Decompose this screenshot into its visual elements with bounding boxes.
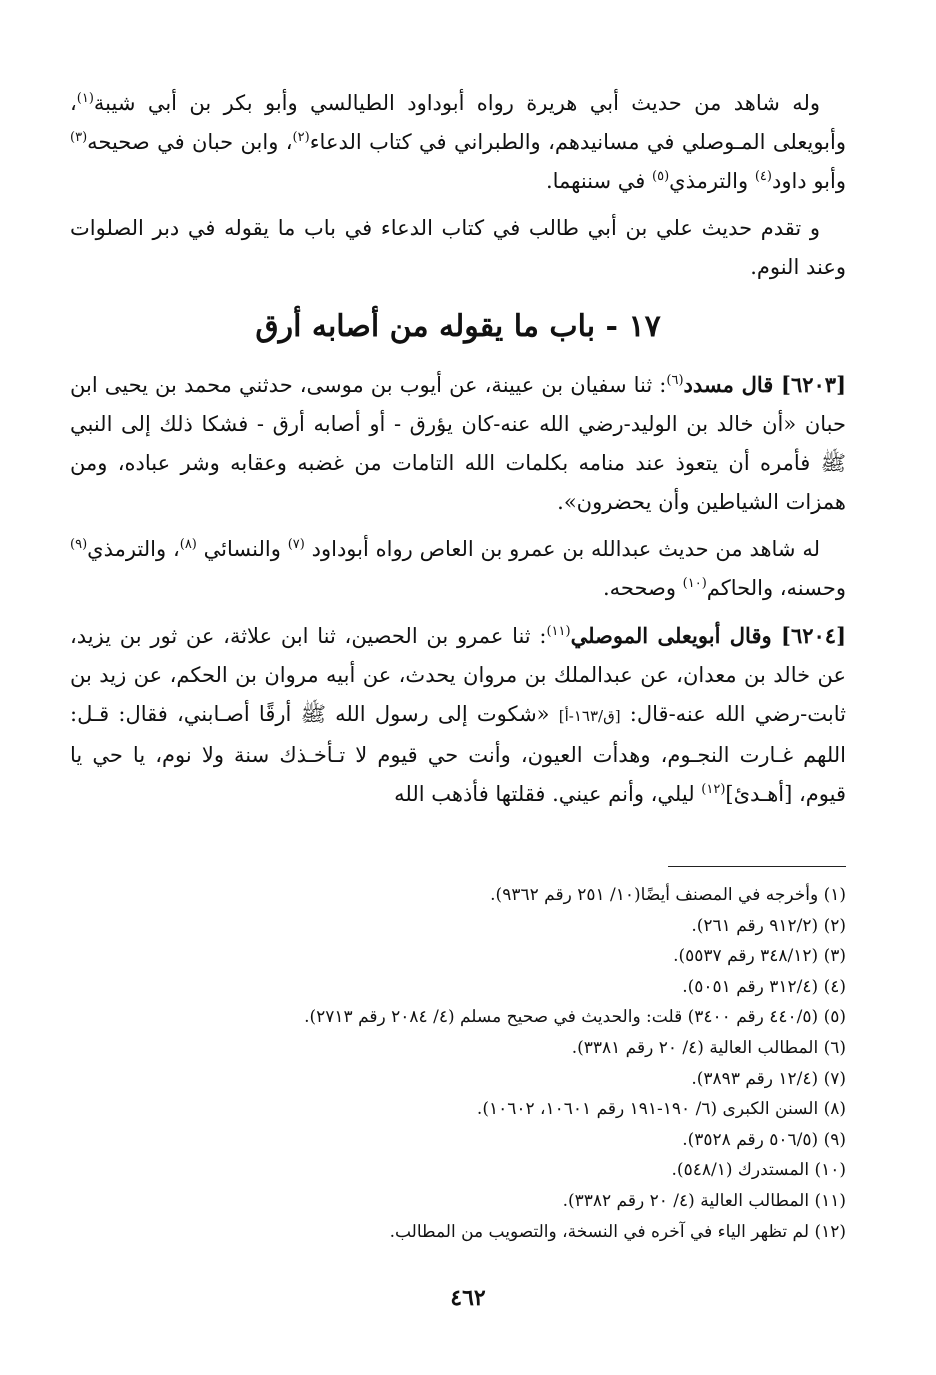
- footnote-3: (٣) (٣٤٨/١٢ رقم ٥٥٣٧).: [673, 946, 846, 967]
- footnote-5: (٥) (٤٤٠/٥ رقم ٣٤٠٠) قلت: والحديث في صحيح مسلم (٤/ ٢٠٨٤ رقم ٢٧١٣).: [304, 1007, 846, 1028]
- intro-paragraph: [70, 84, 846, 201]
- text: وصححه.: [602, 576, 683, 600]
- text: ، وأبويعلى المـوصلي في مسانيدهم، والطبراني في كتاب الدعاء: [70, 91, 846, 154]
- narrator: وقال أبويعلى الموصلي: [570, 623, 781, 648]
- footnote-1: (١) وأخرجه في المصنف أيضًا(١٠/ ٢٥١ رقم ٩٣٦٢).: [490, 885, 846, 905]
- text: وحسنه، والحاكم: [706, 576, 846, 600]
- footnote-11: (١١) المطالب العالية (٤/ ٢٠ رقم ٣٣٨٢).: [562, 1190, 846, 1211]
- hadith-text: ليلي، وأنم عيني. فقلتها فأذهب الله: [394, 782, 702, 806]
- text: له شاهد من حديث عبدالله بن عمرو بن العاص رواه أبوداود: [304, 537, 820, 561]
- text: وأبو داود: [771, 169, 846, 193]
- hadith-text: : ثنا عمرو بن الحصين، ثنا ابن علاثة، عن ثور بن يزيد، عن خالد بن معدان، عن عبدالملك بن مروان يحدث، عن أبيه مروان بن الحكم، عن زيد بن ثابت-رضي الله عنه-قال:: [70, 624, 846, 726]
- footnote-ref[interactable]: (٢): [292, 130, 310, 145]
- footnote-ref[interactable]: (٩): [70, 537, 88, 552]
- footnote-9: (٩) (٥٠٦/٥ رقم ٣٥٢٨).: [682, 1129, 846, 1150]
- hadith-6204: [70, 616, 846, 814]
- footnote-ref[interactable]: (٥): [652, 169, 670, 184]
- footnote-6: (٦) المطالب العالية (٤/ ٢٠ رقم ٣٣٨١).: [571, 1037, 846, 1058]
- footnote-separator: [668, 866, 846, 867]
- text: ، والترمذي: [87, 537, 180, 561]
- text: والترمذي: [669, 169, 755, 193]
- footnote-ref[interactable]: (١٠): [682, 576, 707, 591]
- text: وله شاهد من حديث أبي هريرة رواه أبوداود الطيالسي وأبو بكر بن أبي شيبة: [93, 91, 820, 115]
- page-body: [70, 84, 846, 814]
- text: والنسائي: [196, 537, 288, 561]
- hadith-text: «شكوت إلى رسول الله ﷺ أرقًا أصـابني، فقال: قـل: اللهم غـارت النجـوم، وهدأت العيون، وأنت حي قيوم لا تـأخـذك سنة ولا نوم، يا حي يا قيوم، [أهـدئ]: [70, 702, 846, 806]
- footnotes: [150, 880, 846, 1247]
- footnote-ref[interactable]: (١): [76, 91, 94, 106]
- hadith-6203: [70, 365, 846, 522]
- footnote-ref[interactable]: (١١): [546, 624, 571, 639]
- page-number: ٤٦٢: [450, 1285, 486, 1311]
- manuscript-folio-marker: [ق/١٦٣-أ]: [558, 707, 621, 725]
- footnote-ref[interactable]: (٧): [287, 537, 305, 552]
- cross-reference-paragraph: و تقدم حديث علي بن أبي طالب في كتاب الدعاء في باب ما يقوله في دبر الصلوات وعند النوم.: [70, 216, 846, 279]
- hadith-number: [٦٢٠٣]: [781, 372, 846, 397]
- footnote-10: (١٠) المستدرك (٥٤٨/١).: [671, 1160, 846, 1181]
- footnote-ref[interactable]: (٦): [666, 373, 684, 388]
- hadith-text: : ثنا سفيان بن عيينة، عن أيوب بن موسى، حدثني محمد بن يحيى ابن حبان «أن خالد بن الوليد-رضي الله عنه-كان يؤرق - أو أصابه أرق - فشكا ذلك إلى النبي ﷺ فأمره أن يتعوذ عند منامه بكلمات الله التامات من غضبه وعقابه وشر عباده، ومن همزات الشياطين وأن يحضرون».: [70, 373, 846, 514]
- narrator: قال مسدد: [683, 372, 781, 397]
- footnote-4: (٤) (٣١٢/٤ رقم ٥٠٥١).: [682, 976, 846, 997]
- footnote-ref[interactable]: (٨): [179, 537, 197, 552]
- footnote-ref[interactable]: (٤): [754, 169, 772, 184]
- hadith-number: [٦٢٠٤]: [781, 623, 846, 648]
- footnote-2: (٢) (٩١٢/٢ رقم ٢٦١).: [691, 915, 846, 936]
- chapter-title: ١٧ - باب ما يقوله من أصابه أرق: [255, 309, 661, 344]
- witness-paragraph: [70, 530, 846, 608]
- footnote-12: (١٢) لم تظهر الياء في آخره في النسخة، والتصويب من المطالب.: [389, 1221, 846, 1242]
- footnote-7: (٧) (١٢/٤ رقم ٣٨٩٣).: [691, 1068, 846, 1089]
- text: في سننهما.: [545, 169, 652, 193]
- footnote-ref[interactable]: (١٢): [701, 782, 726, 797]
- text: ، وابن حبان في صحيحه: [87, 130, 293, 154]
- footnote-ref[interactable]: (٣): [70, 130, 88, 145]
- footnote-8: (٨) السنن الكبرى (٦/ ١٩٠-١٩١ رقم ١٠٦٠١، ١٠٦٠٢).: [476, 1099, 846, 1120]
